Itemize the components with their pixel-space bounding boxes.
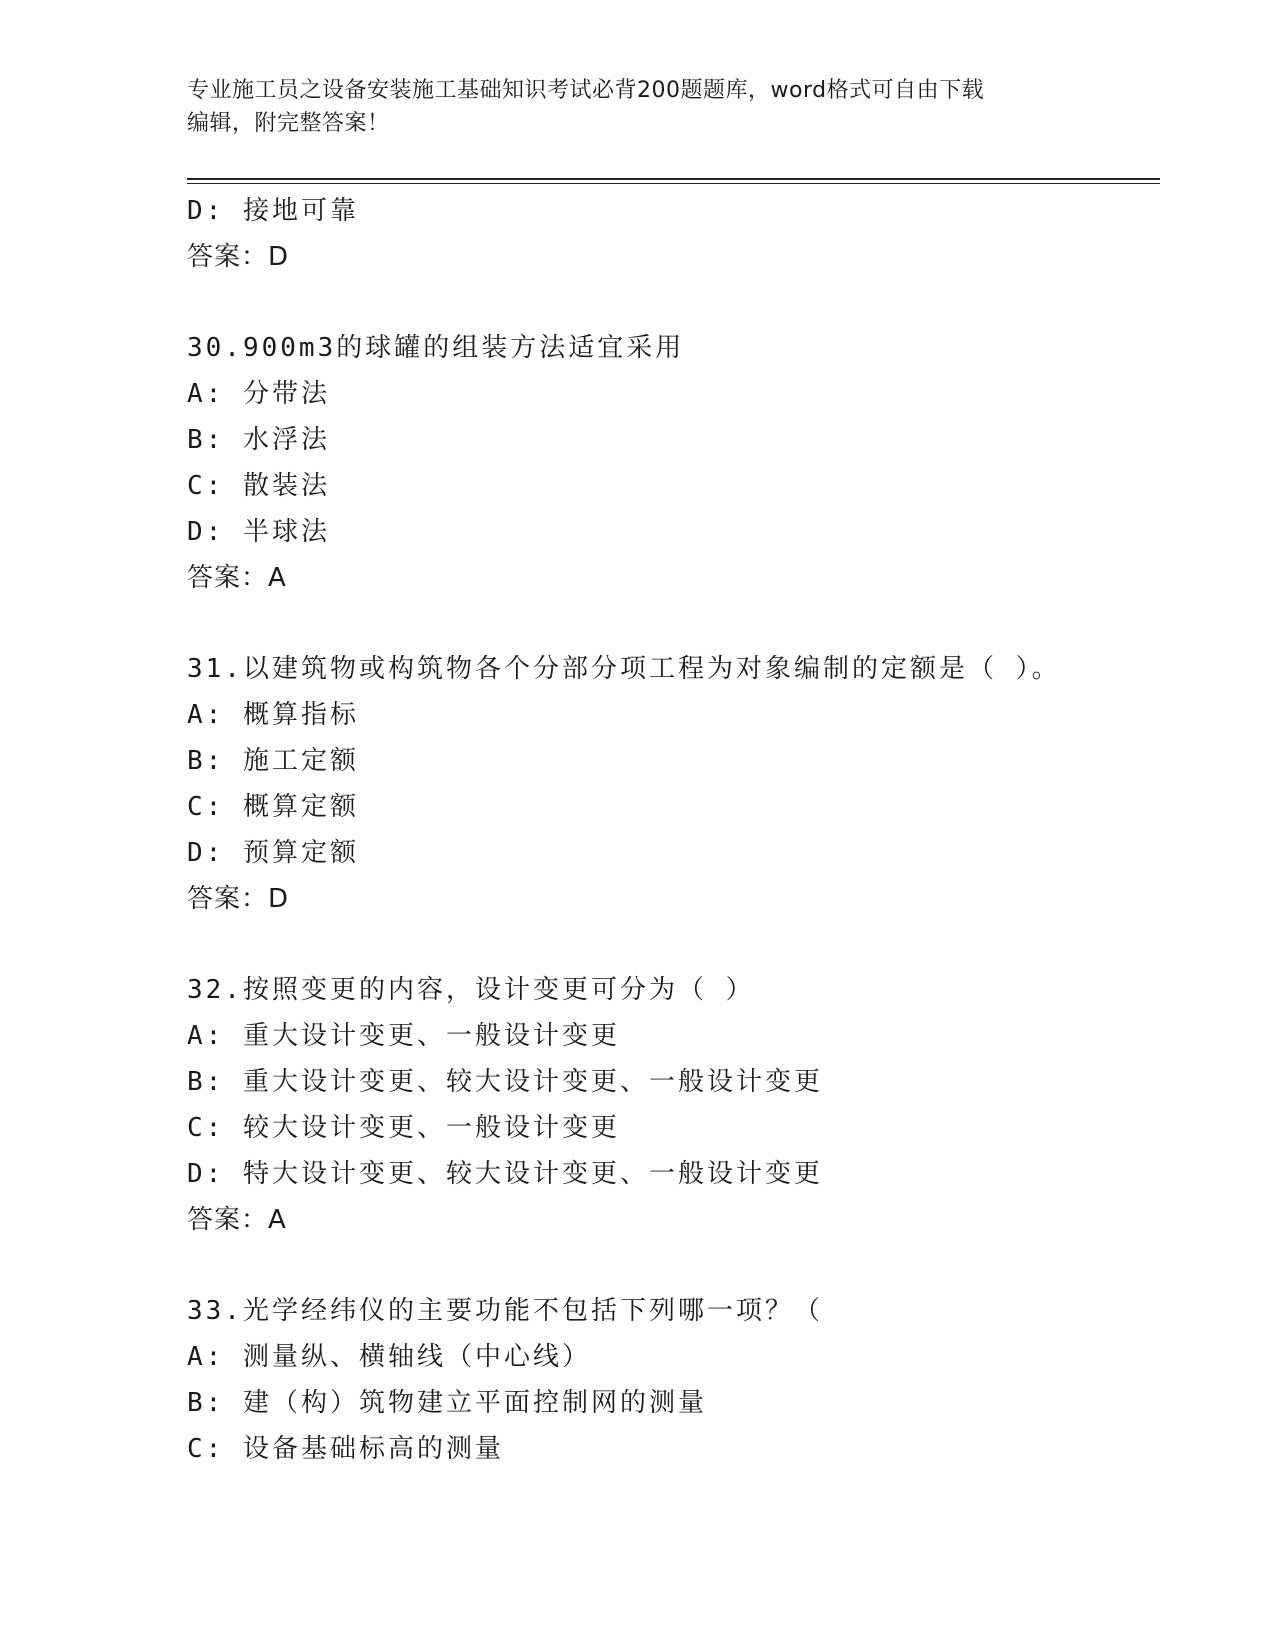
option-b: B: 建（构）筑物建立平面控制网的测量 xyxy=(187,1388,707,1418)
header-line-2: 编辑，附完整答案！ xyxy=(187,111,390,136)
question-32 xyxy=(187,967,1160,1243)
option-b: B: 水浮法 xyxy=(187,425,330,455)
option-d: D: 预算定额 xyxy=(187,838,359,868)
option-c: C: 概算定额 xyxy=(187,792,359,822)
header-divider-thin xyxy=(187,183,1160,184)
answer: 答案：D xyxy=(187,884,290,914)
answer: 答案：A xyxy=(187,1205,287,1235)
spacer xyxy=(187,601,1160,646)
question-stem: 31.以建筑物或构筑物各个分部分项工程为对象编制的定额是（ ）。 xyxy=(187,654,1061,684)
header-line-1: 专业施工员之设备安装施工基础知识考试必背200题题库，word格式可自由下载 xyxy=(187,78,985,103)
option-c: C: 散装法 xyxy=(187,471,330,501)
question-stem: 30.900m3的球罐的组装方法适宜采用 xyxy=(187,333,685,363)
header-divider-thick xyxy=(187,178,1160,180)
option-a: A: 概算指标 xyxy=(187,700,359,730)
option-c: C: 较大设计变更、一般设计变更 xyxy=(187,1113,620,1143)
option-d: D: 半球法 xyxy=(187,517,330,547)
option-d: D: 特大设计变更、较大设计变更、一般设计变更 xyxy=(187,1159,823,1189)
question-31 xyxy=(187,646,1160,922)
option-a: A: 分带法 xyxy=(187,379,330,409)
question-stem: 33.光学经纬仪的主要功能不包括下列哪一项？（ xyxy=(187,1296,823,1326)
question-list xyxy=(187,188,1160,1472)
spacer xyxy=(187,280,1160,325)
option-a: A: 测量纵、横轴线（中心线） xyxy=(187,1342,591,1372)
option-c: C: 设备基础标高的测量 xyxy=(187,1434,504,1464)
option-b: B: 施工定额 xyxy=(187,746,359,776)
document-header xyxy=(187,74,1087,140)
option-a: A: 重大设计变更、一般设计变更 xyxy=(187,1021,620,1051)
question-30 xyxy=(187,325,1160,601)
prev-answer: 答案：D xyxy=(187,242,290,272)
question-stem: 32.按照变更的内容，设计变更可分为（ ） xyxy=(187,975,755,1005)
spacer xyxy=(187,922,1160,967)
option-b: B: 重大设计变更、较大设计变更、一般设计变更 xyxy=(187,1067,823,1097)
question-33 xyxy=(187,1288,1160,1472)
prev-option-d: D: 接地可靠 xyxy=(187,196,359,226)
answer: 答案：A xyxy=(187,563,287,593)
spacer xyxy=(187,1243,1160,1288)
